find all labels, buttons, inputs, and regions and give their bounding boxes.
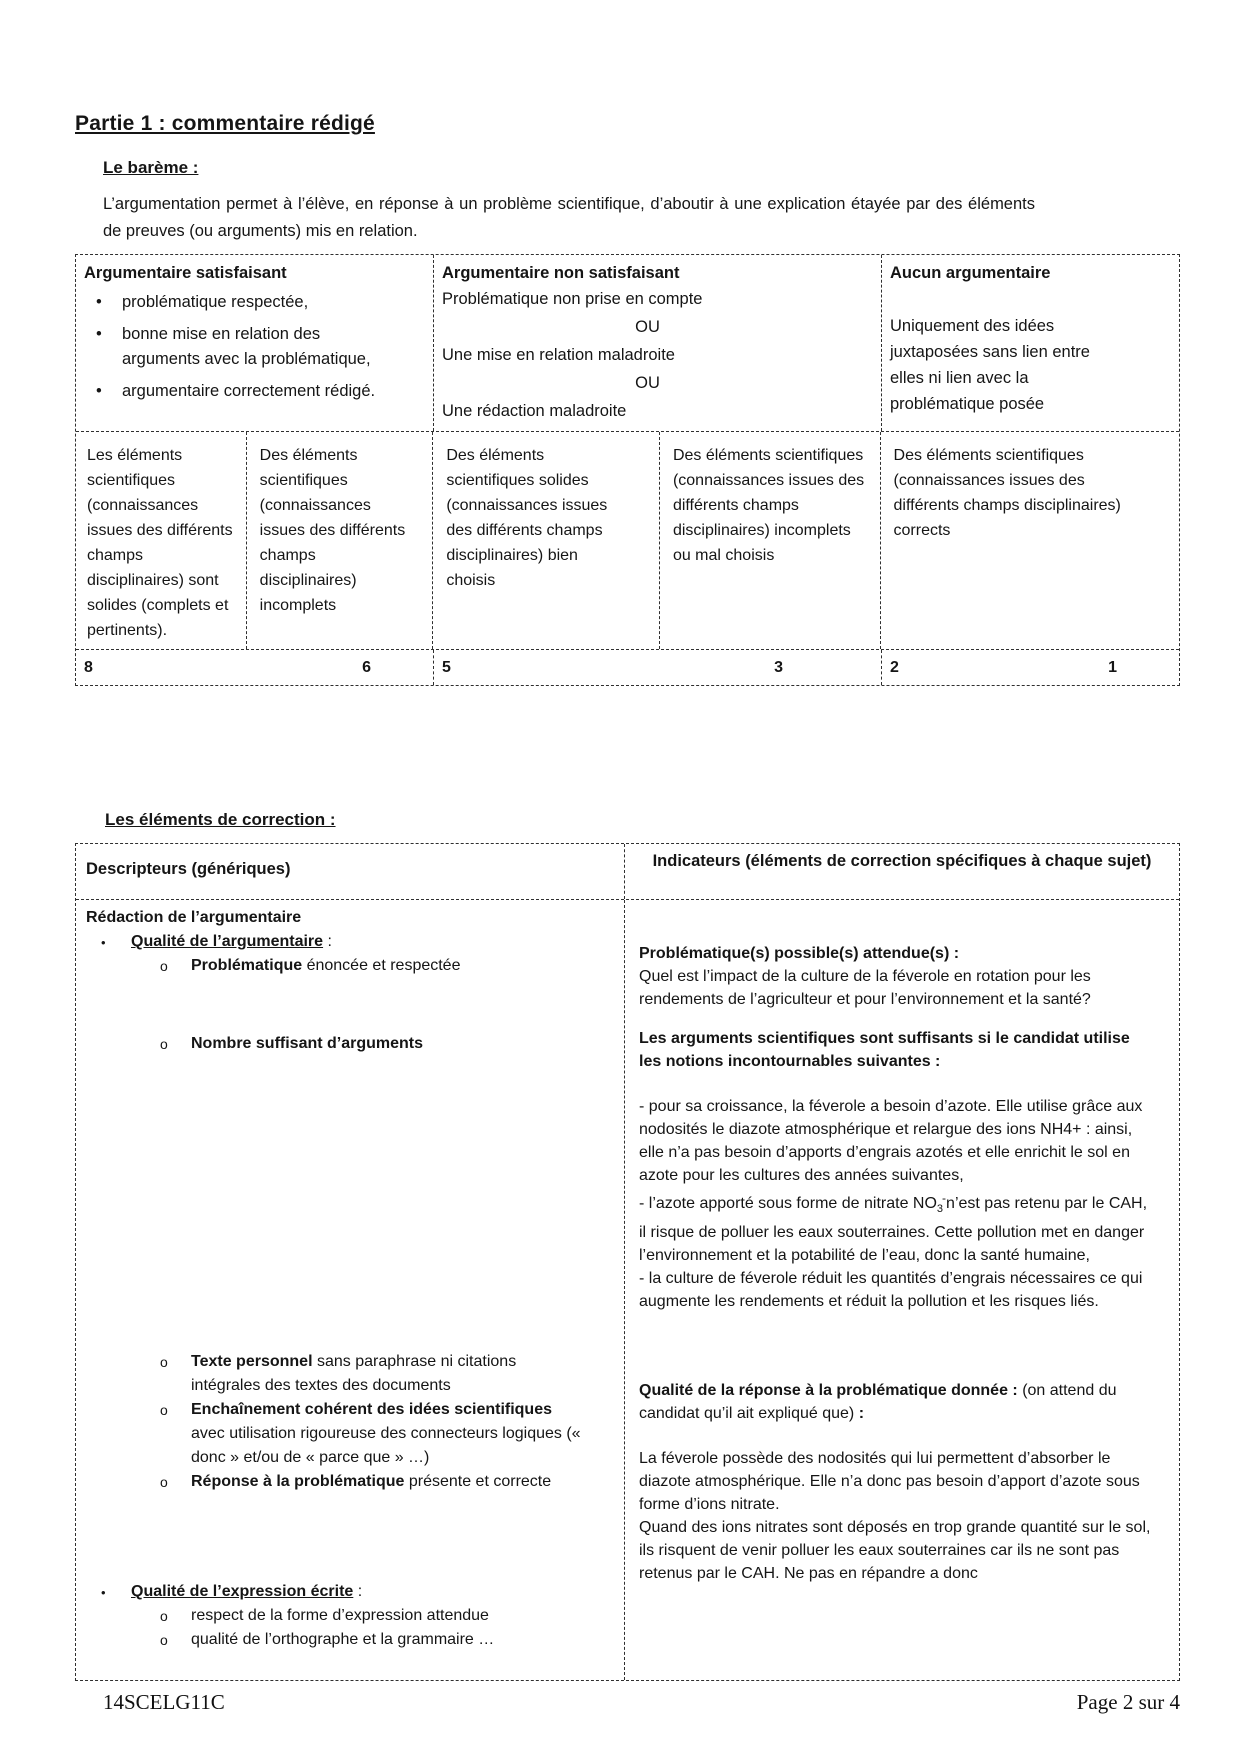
- sub-enchainement: [86, 1398, 616, 1470]
- score-min: 3: [774, 659, 783, 676]
- header-descripteurs: Descripteurs (génériques): [86, 860, 291, 878]
- sub-rest: énoncée et respectée: [302, 957, 461, 974]
- sub-respect-forme: [86, 1604, 616, 1628]
- score-cell: [433, 650, 881, 685]
- arguments-suffisants-title: Les arguments scientifiques sont suffisants si le candidat utilise les notions incontournables suivantes :: [639, 1030, 1130, 1070]
- bullet-icon: •: [96, 325, 102, 343]
- cell-argumentaire-satisfaisant: [76, 255, 433, 431]
- sub-rest: sans paraphrase ni citations intégrales des textes des documents: [191, 1353, 517, 1394]
- detail-cell: Des éléments scientifiques (connaissances issues des différents champs disciplinaires) corrects: [880, 432, 1179, 649]
- page-title: Partie 1 : commentaire rédigé: [75, 112, 375, 135]
- bullet-icon: •: [101, 1585, 106, 1600]
- sub-rest: avec utilisation rigoureuse des connecteurs logiques (« donc » et/ou de « parce que » …): [191, 1425, 581, 1466]
- ou-separator: OU: [635, 374, 660, 392]
- problematique-attendue-text: Quel est l’impact de la culture de la féverole en rotation pour les rendements de l’agriculteur et pour l’environnement et la santé?: [639, 968, 1091, 1008]
- criterion-line: Problématique non prise en compte: [442, 290, 703, 308]
- bullet-icon: •: [101, 935, 106, 950]
- bullet-suffix: :: [353, 1583, 363, 1600]
- chem-superscript: -: [942, 1191, 947, 1205]
- detail-cell: Les éléments scientifiques (connaissances issues des différents champs disciplinaires) sont solides (complets et pertinents).: [87, 447, 233, 639]
- sub-rest: présente et correcte: [404, 1473, 552, 1490]
- reponse-paragraph-2: Quand des ions nitrates sont déposés en trop grande quantité sur le sol, ils risquent de venir polluer les eaux souterraines car ils ne sont pas retenus par le CAH. Ne pas en répandre a donc: [639, 1519, 1151, 1582]
- cell-aucun-argumentaire: [881, 255, 1179, 431]
- bullet-qualite-expression: [86, 1580, 616, 1604]
- intro-paragraph: L’argumentation permet à l’élève, en réponse à un problème scientifique, d’aboutir à une explication étayée par des éléments de preuves (ou arguments) mis en relation.: [103, 195, 1035, 240]
- bullet-qualite-argumentaire: [86, 930, 616, 954]
- notion-item: [639, 1187, 1151, 1267]
- page-footer: [103, 1690, 1180, 1715]
- cell-argumentaire-non-satisfaisant: [433, 255, 881, 431]
- bareme-detail-row: [76, 431, 1179, 649]
- criterion-line: Une mise en relation maladroite: [442, 346, 675, 364]
- notion-text: n’est pas retenu par le CAH, il risque de polluer les eaux souterraines. Cette pollution met en danger l’environnement et la potabilité de l’eau, donc la santé humaine,: [639, 1195, 1148, 1264]
- score-cell: [76, 650, 433, 685]
- bullet-icon: •: [96, 293, 102, 311]
- qualite-reponse-title: Qualité de la réponse à la problématique donnée :: [639, 1382, 1018, 1399]
- heading-elements-correction: Les éléments de correction :: [105, 810, 336, 829]
- circle-bullet-icon: o: [160, 1354, 168, 1370]
- circle-bullet-icon: o: [160, 1632, 168, 1648]
- correction-table: [75, 843, 1180, 1681]
- reponse-paragraph-1: La féverole possède des nodosités qui lui permettent d’absorber le diazote atmosphérique. Elle n’a donc pas besoin d’apport d’azote sous forme d’ions nitrate.: [639, 1450, 1140, 1513]
- detail-cell: Des éléments scientifiques solides (connaissances issues des différents champs disciplinaires) bien choisis: [432, 432, 659, 649]
- score-max: 5: [442, 659, 451, 676]
- qualite-reponse-block: [639, 1379, 1151, 1425]
- header-indicateurs: Indicateurs (éléments de correction spécifiques à chaque sujet): [624, 844, 1179, 899]
- indicateurs-cell: [624, 900, 1179, 1680]
- ou-separator: OU: [635, 318, 660, 336]
- sub-bold: Problématique: [191, 957, 303, 974]
- cell-title: Argumentaire non satisfaisant: [442, 264, 680, 282]
- notion-item: - la culture de féverole réduit les quantités d’engrais nécessaires ce qui augmente les rendements et réduit la pollution et les risques liés.: [639, 1270, 1143, 1310]
- bareme-bullet: [84, 290, 425, 315]
- detail-cell: Des éléments scientifiques (connaissances issues des différents champs disciplinaires) incomplets ou mal choisis: [659, 432, 880, 649]
- qualite-reponse-colon: :: [858, 1405, 865, 1422]
- score-max: 8: [84, 659, 93, 676]
- redaction-title: Rédaction de l’argumentaire: [86, 909, 302, 926]
- circle-bullet-icon: o: [160, 1402, 168, 1418]
- correction-header-row: [76, 844, 1179, 900]
- sub-reponse-problematique: [86, 1470, 616, 1494]
- bullet-icon: •: [96, 382, 102, 400]
- notions-list: [639, 1095, 1151, 1313]
- notion-item: - pour sa croissance, la féverole a besoin d’azote. Elle utilise grâce aux nodosités le diazote atmosphérique et relargue des ions NH4+ : ainsi, elle n’a pas besoin d’apports d’engrais azotés et elle enrichit le sol en azote pour les cultures des années suivantes,: [639, 1098, 1143, 1184]
- bullet-label: Qualité de l’expression écrite: [131, 1583, 354, 1600]
- criterion-line: Une rédaction maladroite: [442, 402, 627, 420]
- bareme-score-row: [76, 649, 1179, 685]
- sub-problematique: [86, 954, 616, 978]
- detail-cell: Des éléments scientifiques (connaissances issues des différents champs disciplinaires) incomplets: [246, 432, 433, 649]
- descripteurs-cell: [76, 900, 624, 1680]
- subtitle-bareme: Le barème :: [103, 158, 199, 177]
- chem-subscript: 3: [936, 1203, 944, 1215]
- problematique-attendue-title: Problématique(s) possible(s) attendue(s) :: [639, 945, 960, 962]
- bareme-bullet: [84, 322, 425, 372]
- score-min: 6: [362, 659, 371, 676]
- score-cell: [881, 650, 1179, 685]
- sub-bold: Enchaînement cohérent des idées scientifiques: [191, 1401, 552, 1418]
- cell-title: Argumentaire satisfaisant: [84, 264, 287, 282]
- sub-bold: Texte personnel: [191, 1353, 313, 1370]
- bareme-header-row: [76, 255, 1179, 431]
- document-code: 14SCELG11C: [103, 1690, 225, 1714]
- bullet-label: Qualité de l’argumentaire: [131, 933, 324, 950]
- bullet-text: bonne mise en relation des arguments avec la problématique,: [122, 325, 371, 368]
- bullet-text: problématique respectée,: [122, 293, 309, 311]
- circle-bullet-icon: o: [160, 1608, 168, 1624]
- sub-nombre-arguments: [86, 1032, 616, 1056]
- cell-body: Uniquement des idées juxtaposées sans lien entre elles ni lien avec la problématique posée: [890, 317, 1090, 413]
- circle-bullet-icon: o: [160, 958, 168, 974]
- score-max: 2: [890, 659, 899, 676]
- cell-title: Aucun argumentaire: [890, 264, 1051, 282]
- bareme-bullet: [84, 379, 425, 404]
- circle-bullet-icon: o: [160, 1036, 168, 1052]
- bullet-text: argumentaire correctement rédigé.: [122, 382, 376, 400]
- circle-bullet-icon: o: [160, 1474, 168, 1490]
- sub-rest: qualité de l’orthographe et la grammaire …: [191, 1631, 495, 1648]
- notion-text: - l’azote apporté sous forme de nitrate NO: [639, 1195, 937, 1212]
- sub-texte-personnel: [86, 1350, 616, 1398]
- qualite-reponse-paren: (on attend du candidat qu’il ait expliqué que): [639, 1382, 1117, 1422]
- score-min: 1: [1108, 659, 1117, 676]
- sub-rest: respect de la forme d’expression attendue: [191, 1607, 489, 1624]
- sub-bold: Nombre suffisant d’arguments: [191, 1035, 424, 1052]
- bareme-table: [75, 254, 1180, 686]
- page-number: Page 2 sur 4: [1076, 1690, 1180, 1714]
- bullet-suffix: :: [323, 933, 332, 950]
- sub-bold: Réponse à la problématique: [191, 1473, 405, 1490]
- sub-orthographe: [86, 1628, 616, 1652]
